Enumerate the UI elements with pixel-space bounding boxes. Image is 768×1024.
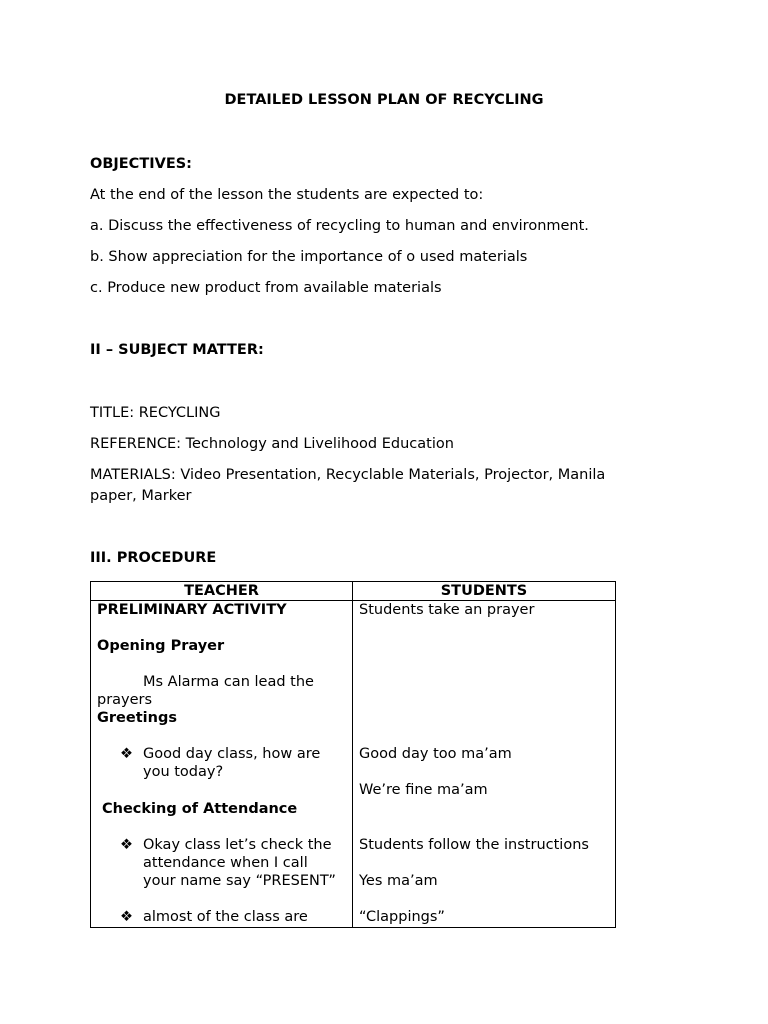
attendance-text-line1: Okay class let’s check the	[143, 837, 332, 853]
objective-item-b: b. Show appreciation for the importance of o used materials	[90, 249, 528, 265]
objectives-heading: OBJECTIVES:	[90, 156, 192, 172]
subject-reference: REFERENCE: Technology and Livelihood Education	[90, 436, 454, 452]
student-response-yes: Yes ma’am	[359, 873, 438, 889]
subject-materials-line1: MATERIALS: Video Presentation, Recyclable Materials, Projector, Manila	[90, 467, 606, 483]
student-response-follow: Students follow the instructions	[359, 837, 589, 853]
student-response-prayer: Students take an prayer	[359, 602, 535, 618]
procedure-table-row	[91, 601, 616, 928]
objective-item-c: c. Produce new product from available materials	[90, 280, 442, 296]
subject-title: TITLE: RECYCLING	[90, 405, 221, 421]
teacher-column-header: TEACHER	[91, 582, 353, 601]
attendance-text-line3: your name say “PRESENT”	[143, 873, 336, 889]
subject-materials-line2: paper, Marker	[90, 488, 192, 504]
teacher-cell	[91, 601, 353, 928]
opening-prayer-label: Opening Prayer	[97, 638, 225, 654]
diamond-bullet-icon: ❖	[120, 837, 133, 853]
prayer-text-line2: prayers	[97, 692, 153, 708]
attendance-text-line2: attendance when I call	[143, 855, 308, 871]
greet-text-line1: Good day class, how are	[143, 746, 321, 762]
objective-item-a: a. Discuss the effectiveness of recycling to human and environment.	[90, 218, 589, 234]
student-response-clap: “Clappings”	[359, 909, 445, 925]
diamond-bullet-icon: ❖	[120, 746, 133, 762]
student-response-fine: We’re fine ma’am	[359, 782, 488, 798]
almost-text-line1: almost of the class are	[143, 909, 308, 925]
document-title: DETAILED LESSON PLAN OF RECYCLING	[224, 92, 544, 108]
procedure-table-header-row	[91, 582, 616, 601]
procedure-heading: III. PROCEDURE	[90, 550, 217, 566]
subject-matter-heading: II – SUBJECT MATTER:	[90, 342, 264, 358]
prayer-text-line1: Ms Alarma can lead the	[143, 674, 314, 690]
greetings-label: Greetings	[97, 710, 177, 726]
preliminary-activity-label: PRELIMINARY ACTIVITY	[97, 602, 287, 618]
greet-text-line2: you today?	[143, 764, 224, 780]
diamond-bullet-icon: ❖	[120, 909, 133, 925]
students-column-header: STUDENTS	[353, 582, 616, 601]
students-cell	[353, 601, 616, 928]
student-response-greet: Good day too ma’am	[359, 746, 512, 762]
objectives-intro: At the end of the lesson the students are expected to:	[90, 187, 484, 203]
procedure-table	[90, 581, 616, 928]
checking-attendance-label: Checking of Attendance	[102, 801, 298, 817]
